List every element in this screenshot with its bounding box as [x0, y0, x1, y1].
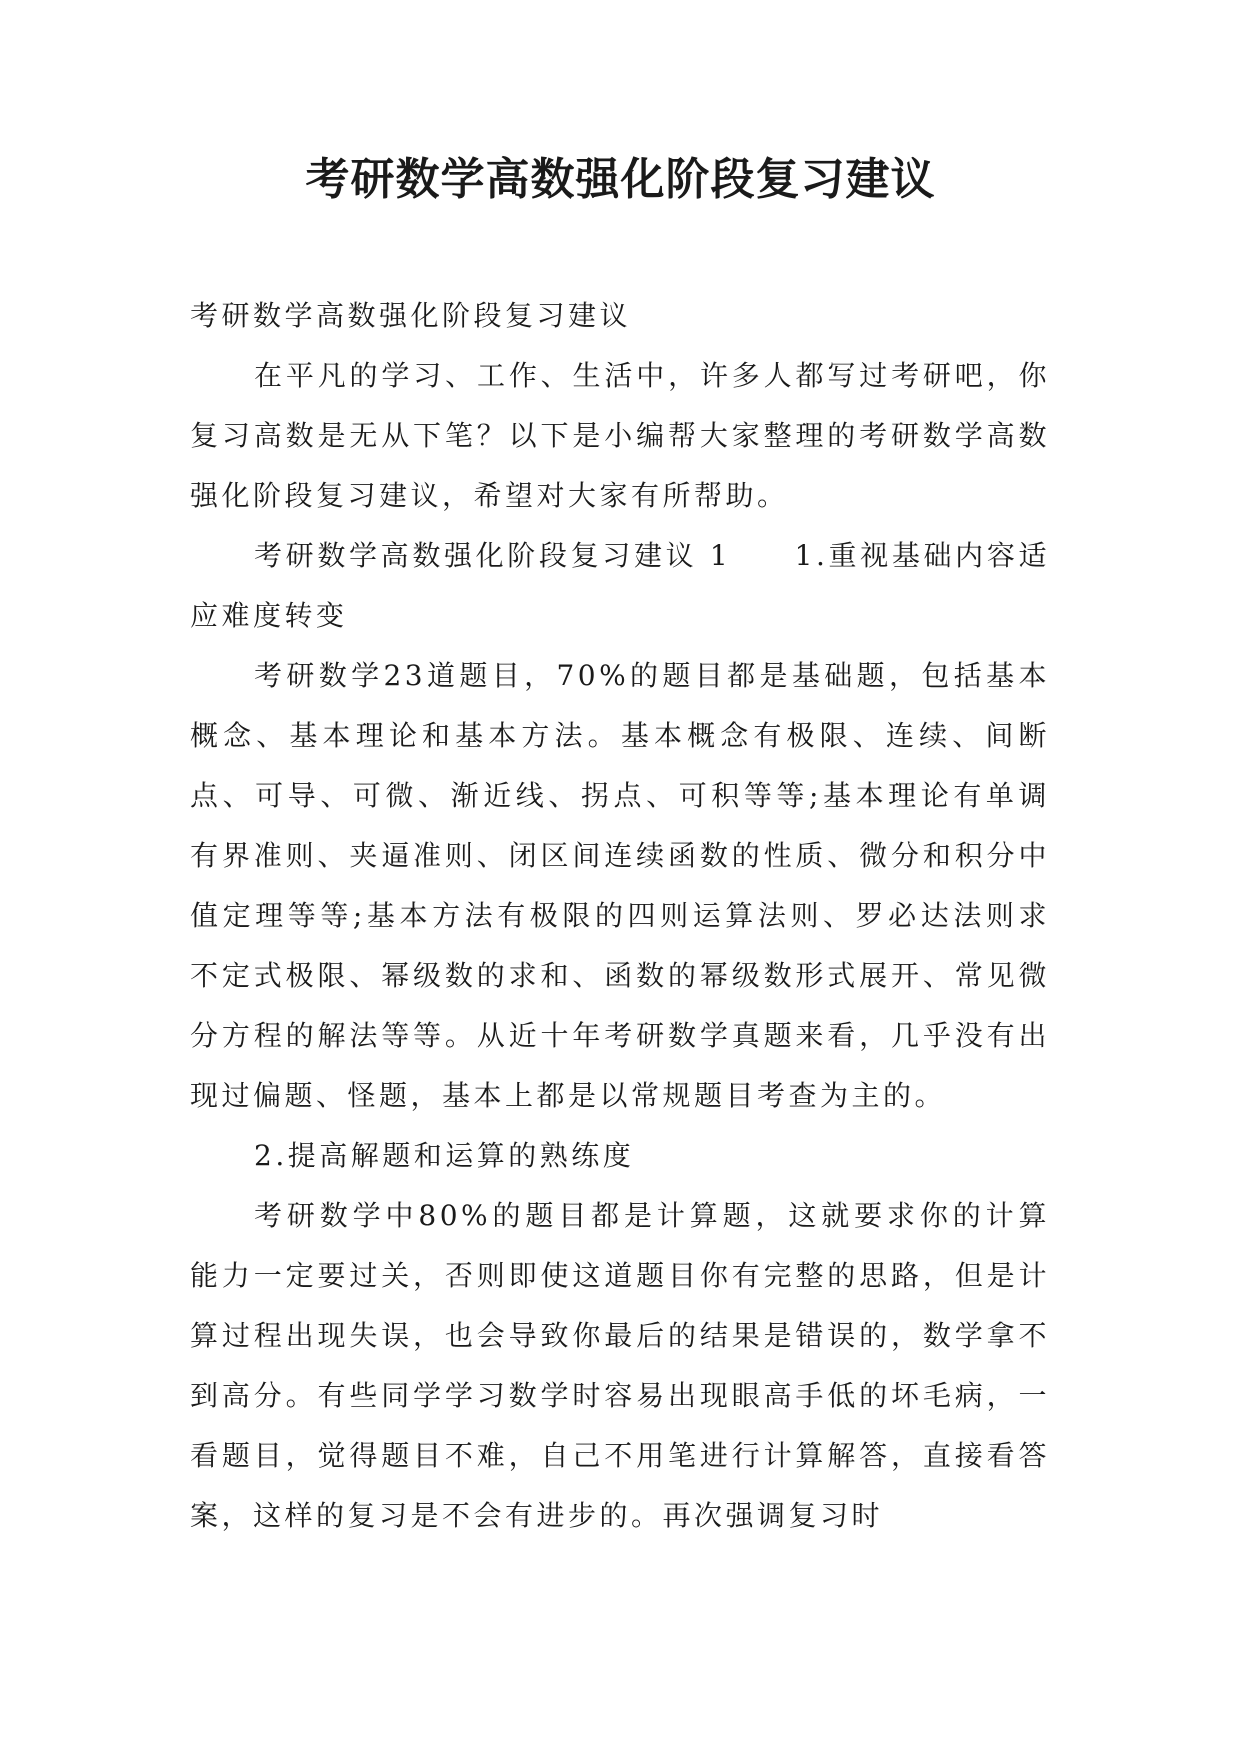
document-body — [190, 286, 1050, 1546]
paragraph-section-heading-2: 2.提高解题和运算的熟练度 — [254, 1139, 635, 1172]
paragraph-calculation: 考研数学中80%的题目都是计算题，这就要求你的计算能力一定要过关，否则即使这道题目你有完整的思路，但是计算过程出现失误，也会导致你最后的结果是错误的，数学拿不到高分。有些同学学习数学时容易出现眼高手低的坏毛病，一看题目，觉得题目不难，自己不用笔进行计算解答，直接看答案，这样的复习是不会有进步的。再次强调复习时 — [190, 1199, 1050, 1532]
paragraph-intro: 在平凡的学习、工作、生活中，许多人都写过考研吧，你复习高数是无从下笔？以下是小编帮大家整理的考研数学高数强化阶段复习建议，希望对大家有所帮助。 — [190, 359, 1050, 512]
document-subtitle-line: 考研数学高数强化阶段复习建议 — [190, 299, 632, 332]
document-title: 考研数学高数强化阶段复习建议 — [305, 154, 936, 205]
paragraph-section-heading-1: 考研数学高数强化阶段复习建议 1 1.重视基础内容适应难度转变 — [190, 539, 1050, 632]
paragraph-basics: 考研数学23道题目，70%的题目都是基础题，包括基本概念、基本理论和基本方法。基本概念有极限、连续、间断点、可导、可微、渐近线、拐点、可积等等;基本理论有单调有界准则、夹逼准则、闭区间连续函数的性质、微分和积分中值定理等等;基本方法有极限的四则运算法则、罗必达法则求不定式极限、幂级数的求和、函数的幂级数形式展开、常见微分方程的解法等等。从近十年考研数学真题来看，几乎没有出现过偏题、怪题，基本上都是以常规题目考查为主的。 — [190, 659, 1050, 1112]
